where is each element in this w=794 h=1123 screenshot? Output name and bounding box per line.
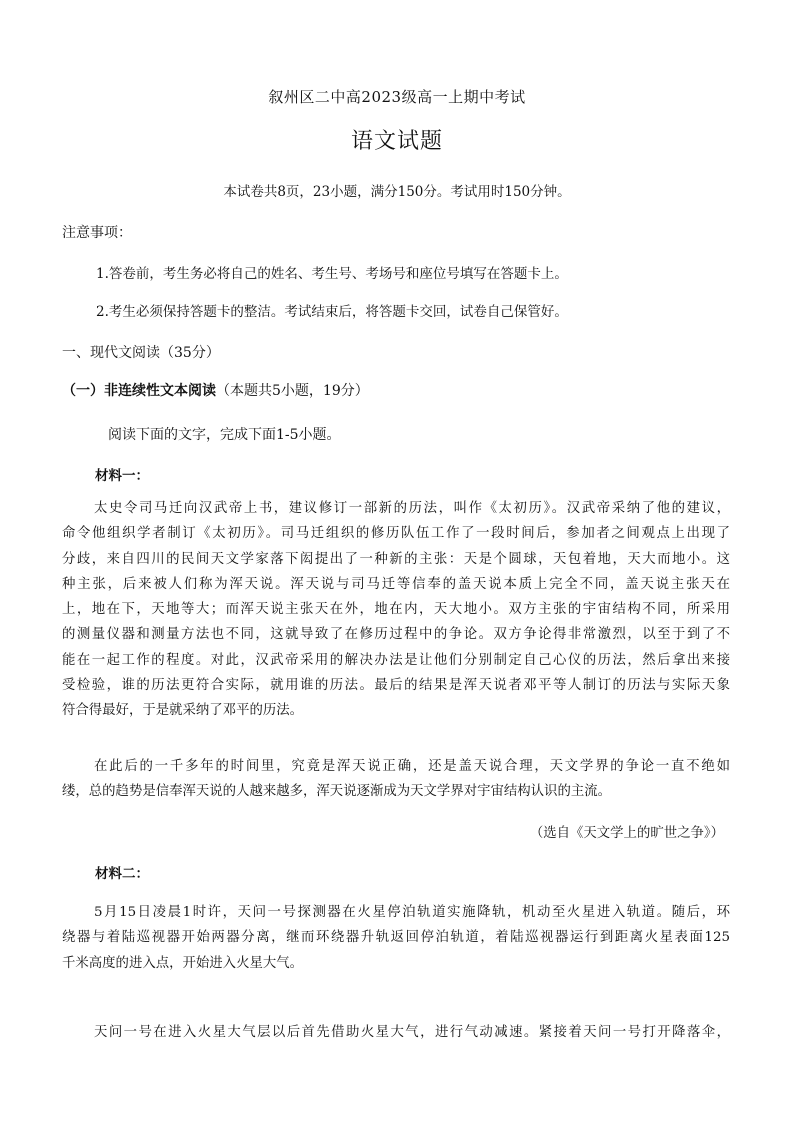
material-2-paragraph-1 xyxy=(62,900,730,976)
exam-info: 本试卷共8页，23小题，满分150分。考试用时150分钟。 xyxy=(223,184,571,200)
paragraph-line: 的测量仪器和测量方法也不同，这就导致了在修历过程中的争论。双方争论得非常激烈，以至于到了不 xyxy=(62,627,730,643)
paragraph-line: 分歧，来自四川的民间天文学家落下闳提出了一种新的主张：天是个圆球，天包着地，天大而地小。这 xyxy=(62,551,730,567)
paragraph-line: 天问一号在进入火星大气层以后首先借助火星大气，进行气动减速。紧接着天问一号打开降落伞， xyxy=(94,1025,730,1040)
paragraph-line: 上，地在下，天地等大；而浑天说主张天在外，地在内，天大地小。双方主张的宇宙结构不同，所采用 xyxy=(62,602,730,618)
paragraph-line: 绕器与着陆巡视器开始两器分离，继而环绕器升轨返回停泊轨道，着陆巡视器运行到距离火星表面125 xyxy=(62,930,730,946)
paragraph-line: 种主张，后来被人们称为浑天说。浑天说与司马迁等信奉的盖天说本质上完全不同，盖天说主张天在 xyxy=(62,576,730,592)
sub-section-heading-bold: （一）非连续性文本阅读 xyxy=(62,383,216,399)
exam-title: 叙州区二中高2023级高一上期中考试 xyxy=(268,88,526,106)
subject-title: 语文试题 xyxy=(350,129,443,154)
material-2-paragraph-2 xyxy=(62,1020,730,1045)
paragraph-line: 缕，总的趋势是信奉浑天说的人越来越多，浑天说逐渐成为天文学界对宇宙结构认识的主流。 xyxy=(62,784,612,800)
material-1-paragraph-2 xyxy=(62,754,730,805)
paragraph-line: 在此后的一千多年的时间里，究竟是浑天说正确，还是盖天说合理，天文学界的争论一直不绝如 xyxy=(94,759,730,774)
paragraph-line: 符合得最好，于是就采纳了邓平的历法。 xyxy=(62,703,304,719)
paragraph-line: 命令他组织学者制订《太初历》。司马迁组织的修历队伍工作了一段时间后，参加者之间观点上出现了 xyxy=(62,526,730,542)
notice-heading: 注意事项： xyxy=(62,225,132,241)
paragraph-line: 千米高度的进入点，开始进入火星大气。 xyxy=(62,955,304,971)
paragraph-line: 能在一起工作的程度。对此，汉武帝采用的解决办法是让他们分别制定自己心仪的历法，然后拿出来接 xyxy=(62,652,730,668)
material-1-source: （选自《天文学上的旷世之争》） xyxy=(529,826,724,841)
section-heading: 一、现代文阅读（35分） xyxy=(62,345,220,361)
paragraph-line: 受检验，谁的历法更符合实际，就用谁的历法。最后的结果是浑天说者邓平等人制订的历法与实际天象 xyxy=(62,678,730,694)
notice-item-1: 1.答卷前，考生务必将自己的姓名、考生号、考场号和座位号填写在答题卡上。 xyxy=(96,266,568,282)
notice-item-2: 2.考生必须保持答题卡的整洁。考试结束后，将答题卡交回，试卷自己保管好。 xyxy=(96,304,568,320)
paragraph-line: 太史令司马迁向汉武帝上书，建议修订一部新的历法，叫作《太初历》。汉武帝采纳了他的建议， xyxy=(94,501,730,516)
material-1-paragraph-1 xyxy=(62,496,730,724)
reading-instruction: 阅读下面的文字，完成下面1-5小题。 xyxy=(108,427,341,443)
material-2-heading: 材料二： xyxy=(95,866,149,882)
paragraph-line: 5月15日凌晨1时许，天问一号探测器在火星停泊轨道实施降轨，机动至火星进入轨道。随后，环 xyxy=(94,905,730,920)
sub-section-heading-detail: （本题共5小题，19分） xyxy=(216,383,369,399)
material-1-heading: 材料一： xyxy=(95,468,149,484)
sub-section-heading xyxy=(62,380,369,400)
